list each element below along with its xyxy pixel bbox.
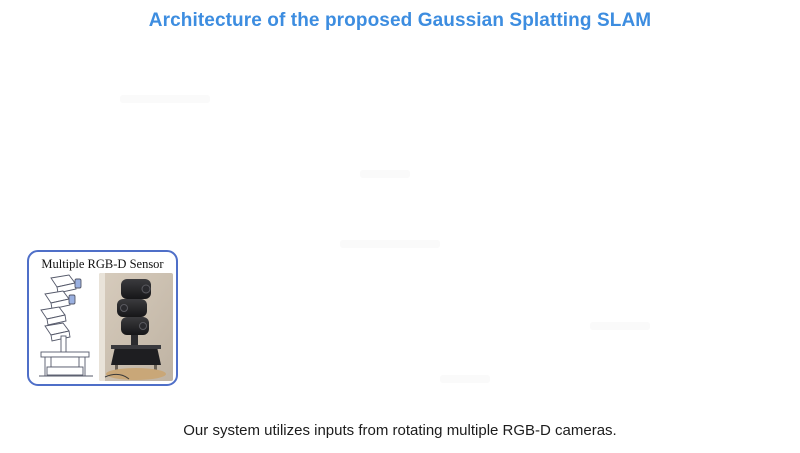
slide-caption: Our system utilizes inputs from rotating multiple RGB-D cameras. xyxy=(183,422,617,439)
faded-diagram-element xyxy=(440,375,490,383)
faded-diagram-element xyxy=(340,240,440,248)
rgbd-sensor-panel xyxy=(27,250,178,386)
sensor-panel-label: Multiple RGB-D Sensor xyxy=(41,257,164,271)
rgbd-rig-sketch-icon xyxy=(35,274,97,380)
faded-diagram-element xyxy=(590,322,650,330)
rgbd-rig-photo xyxy=(99,273,173,381)
faded-diagram-element xyxy=(360,170,410,178)
faded-diagram-element xyxy=(120,95,210,103)
slide-title: Architecture of the proposed Gaussian Splatting SLAM xyxy=(148,10,652,31)
